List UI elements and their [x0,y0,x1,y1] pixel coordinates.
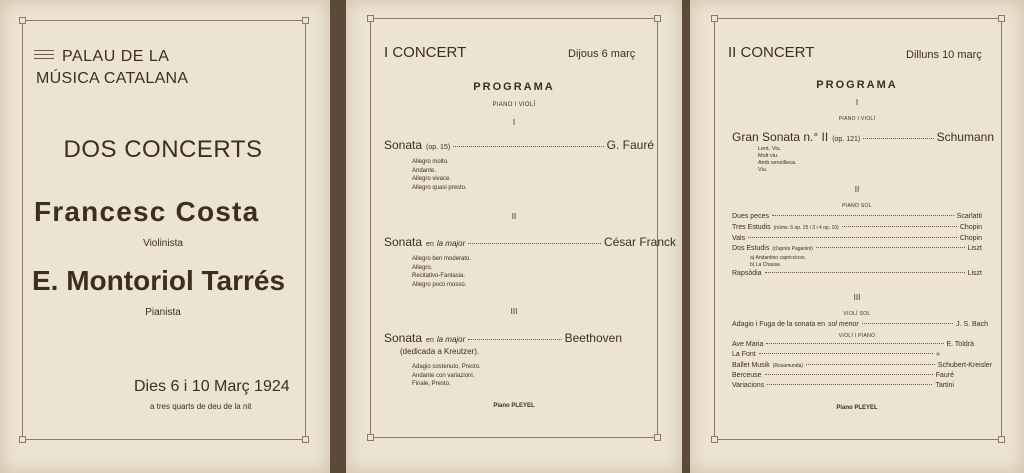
composer: Tartini [935,382,954,389]
work-key: sol menor [828,321,859,328]
dot-leader [766,343,943,344]
performer-1: Francesc Costa [34,196,260,227]
program-entry [732,372,954,379]
dot-leader [863,138,933,139]
composer: Fauré [935,372,954,379]
concert-2-page [690,0,1024,473]
work-title: Sonata [384,331,423,345]
instrumentation: PIANO I VIOLÍ [838,116,876,122]
movement: Molt viu. [758,153,779,159]
program-entry [384,138,654,152]
program-entry [732,130,994,144]
work-title: Sonata [384,235,423,249]
part-numeral: III [510,307,518,316]
movement: Finale, Presto. [412,381,451,387]
work-title: Dues peces [732,213,769,220]
dedication: (dedicada a Kreutzer). [400,347,480,356]
cover-page [0,0,330,473]
part-numeral: I [512,118,516,127]
dot-leader [806,364,935,365]
composer: Liszt [967,270,982,277]
movement: Amb senzillesa. [758,160,797,166]
movement: Allegro molto. [412,159,449,165]
instrumentation: PIANO SOL [842,203,872,209]
movement: Allegro ben moderato. [412,256,472,262]
concert-1-date: Dijous 6 març [568,48,636,60]
movement: Lent. Viu. [758,146,782,152]
work-detail: (Rosamunda) [772,363,804,369]
program-entry [384,235,676,249]
work-title: Variacions [732,382,765,389]
work-detail: (núms. 6 op. 25 i 3 i 4 op. 10) [773,225,839,231]
dot-leader [767,384,932,385]
composer: G. Fauré [606,138,654,152]
work-key: la major [436,335,466,344]
dot-leader [765,374,933,375]
work-title: Rapsòdia [732,270,762,277]
program-entry [732,362,992,369]
movement: Recitativo-Fantasia. [412,273,466,279]
piano-note: Piano PLEYEL [836,405,878,411]
work-title: Berceuse [732,372,762,379]
program-entry [732,245,982,252]
part-numeral: II [511,212,517,221]
program-entry [732,321,988,328]
composer: » [936,351,940,358]
composer: Scarlatti [956,213,982,220]
part-numeral: II [854,185,860,194]
instrumentation: PIANO I VIOLÍ [492,102,536,108]
composer: Schubert-Kreisler [937,362,992,369]
concert-2-heading: II CONCERT [728,44,815,61]
programa-title: PROGRAMA [473,81,555,93]
role-2: Pianista [145,307,181,318]
movement: Viu. [758,167,768,173]
programa-title: PROGRAMA [816,79,898,91]
work-detail: en [426,337,434,344]
composer: Beethoven [564,331,622,345]
dot-leader [816,247,965,248]
program-entry [732,382,954,389]
work-title: Sonata [384,138,423,152]
concert-dates: Dies 6 i 10 Març 1924 [134,378,290,395]
concert-time: a tres quarts de deu de la nit [150,402,252,411]
concert-1-page [346,0,682,473]
work-title: Gran Sonata n.° II [732,130,829,144]
program-entry [732,270,982,277]
movement: Allegro poco mosso. [412,281,467,288]
instrumentation: VIOLÍ SOL [843,311,871,317]
dot-leader [748,237,957,238]
program-entry [732,341,974,348]
movement: Andante. [412,167,437,174]
movement: Allegro quasi presto. [412,184,467,191]
piano-note: Piano PLEYEL [493,403,535,409]
program-entry [732,235,982,242]
movement: a) Andantino capriccioso. [750,255,806,261]
composer: Liszt [967,245,982,252]
program-entry [384,331,622,345]
ornament-rule [34,50,54,51]
work-detail: (d'après Paganini) [772,246,813,252]
work-detail: (op. 15) [426,144,451,151]
movement-list [412,363,481,389]
movement-list [412,255,471,289]
instrumentation: VIOLÍ I PIANO [838,333,876,339]
composer: Schumann [936,130,994,144]
composer: Chopin [959,224,982,231]
work-title: La Font [732,351,756,358]
movement-list [412,158,467,192]
dot-leader [759,353,933,354]
work-title: Dos Estudis [732,245,770,252]
dot-leader [842,226,957,227]
role-1: Violinista [143,238,183,249]
work-title: Adagio i Fuga de la sonata en [732,321,826,328]
concert-1-heading: I CONCERT [384,44,467,61]
work-title: Vals [732,235,746,242]
concert-2-date: Dilluns 10 març [906,49,982,61]
work-key: la major [436,239,466,248]
composer: Chopin [959,235,982,242]
dot-leader [468,243,601,244]
program-entry [732,351,940,358]
cover-title: DOS CONCERTS [63,136,263,163]
work-title: Ballet Musik [732,362,770,369]
part-numeral: I [855,98,859,107]
work-title: Tres Estudis [732,224,771,231]
movement-list [758,146,797,174]
movement: Allegro vivace. [412,176,452,182]
dot-leader [772,215,954,216]
sub-movements [750,255,806,269]
composer: César Franck [603,235,676,249]
composer: E. Toldrà [946,341,974,348]
work-detail: (op. 121) [832,136,861,143]
movement: Allegro. [412,264,433,271]
movement: b) La Chasse. [750,262,782,268]
dot-leader [765,272,965,273]
work-title: Ave Maria [732,341,764,348]
program-entry [732,213,982,220]
performer-2: E. Montoriol Tarrés [32,265,286,296]
venue-line-1: PALAU DE LA [62,48,170,65]
movement: Andante con variazioni. [412,372,475,379]
dot-leader [862,323,953,324]
part-numeral: III [853,293,861,302]
work-detail: en [426,241,434,248]
movement: Adagio sostenuto, Presto. [412,364,481,370]
composer: J. S. Bach [956,321,988,328]
program-entry [732,224,982,231]
venue-line-2: MÚSICA CATALANA [36,70,189,87]
dot-leader [453,146,603,147]
dot-leader [468,339,561,340]
